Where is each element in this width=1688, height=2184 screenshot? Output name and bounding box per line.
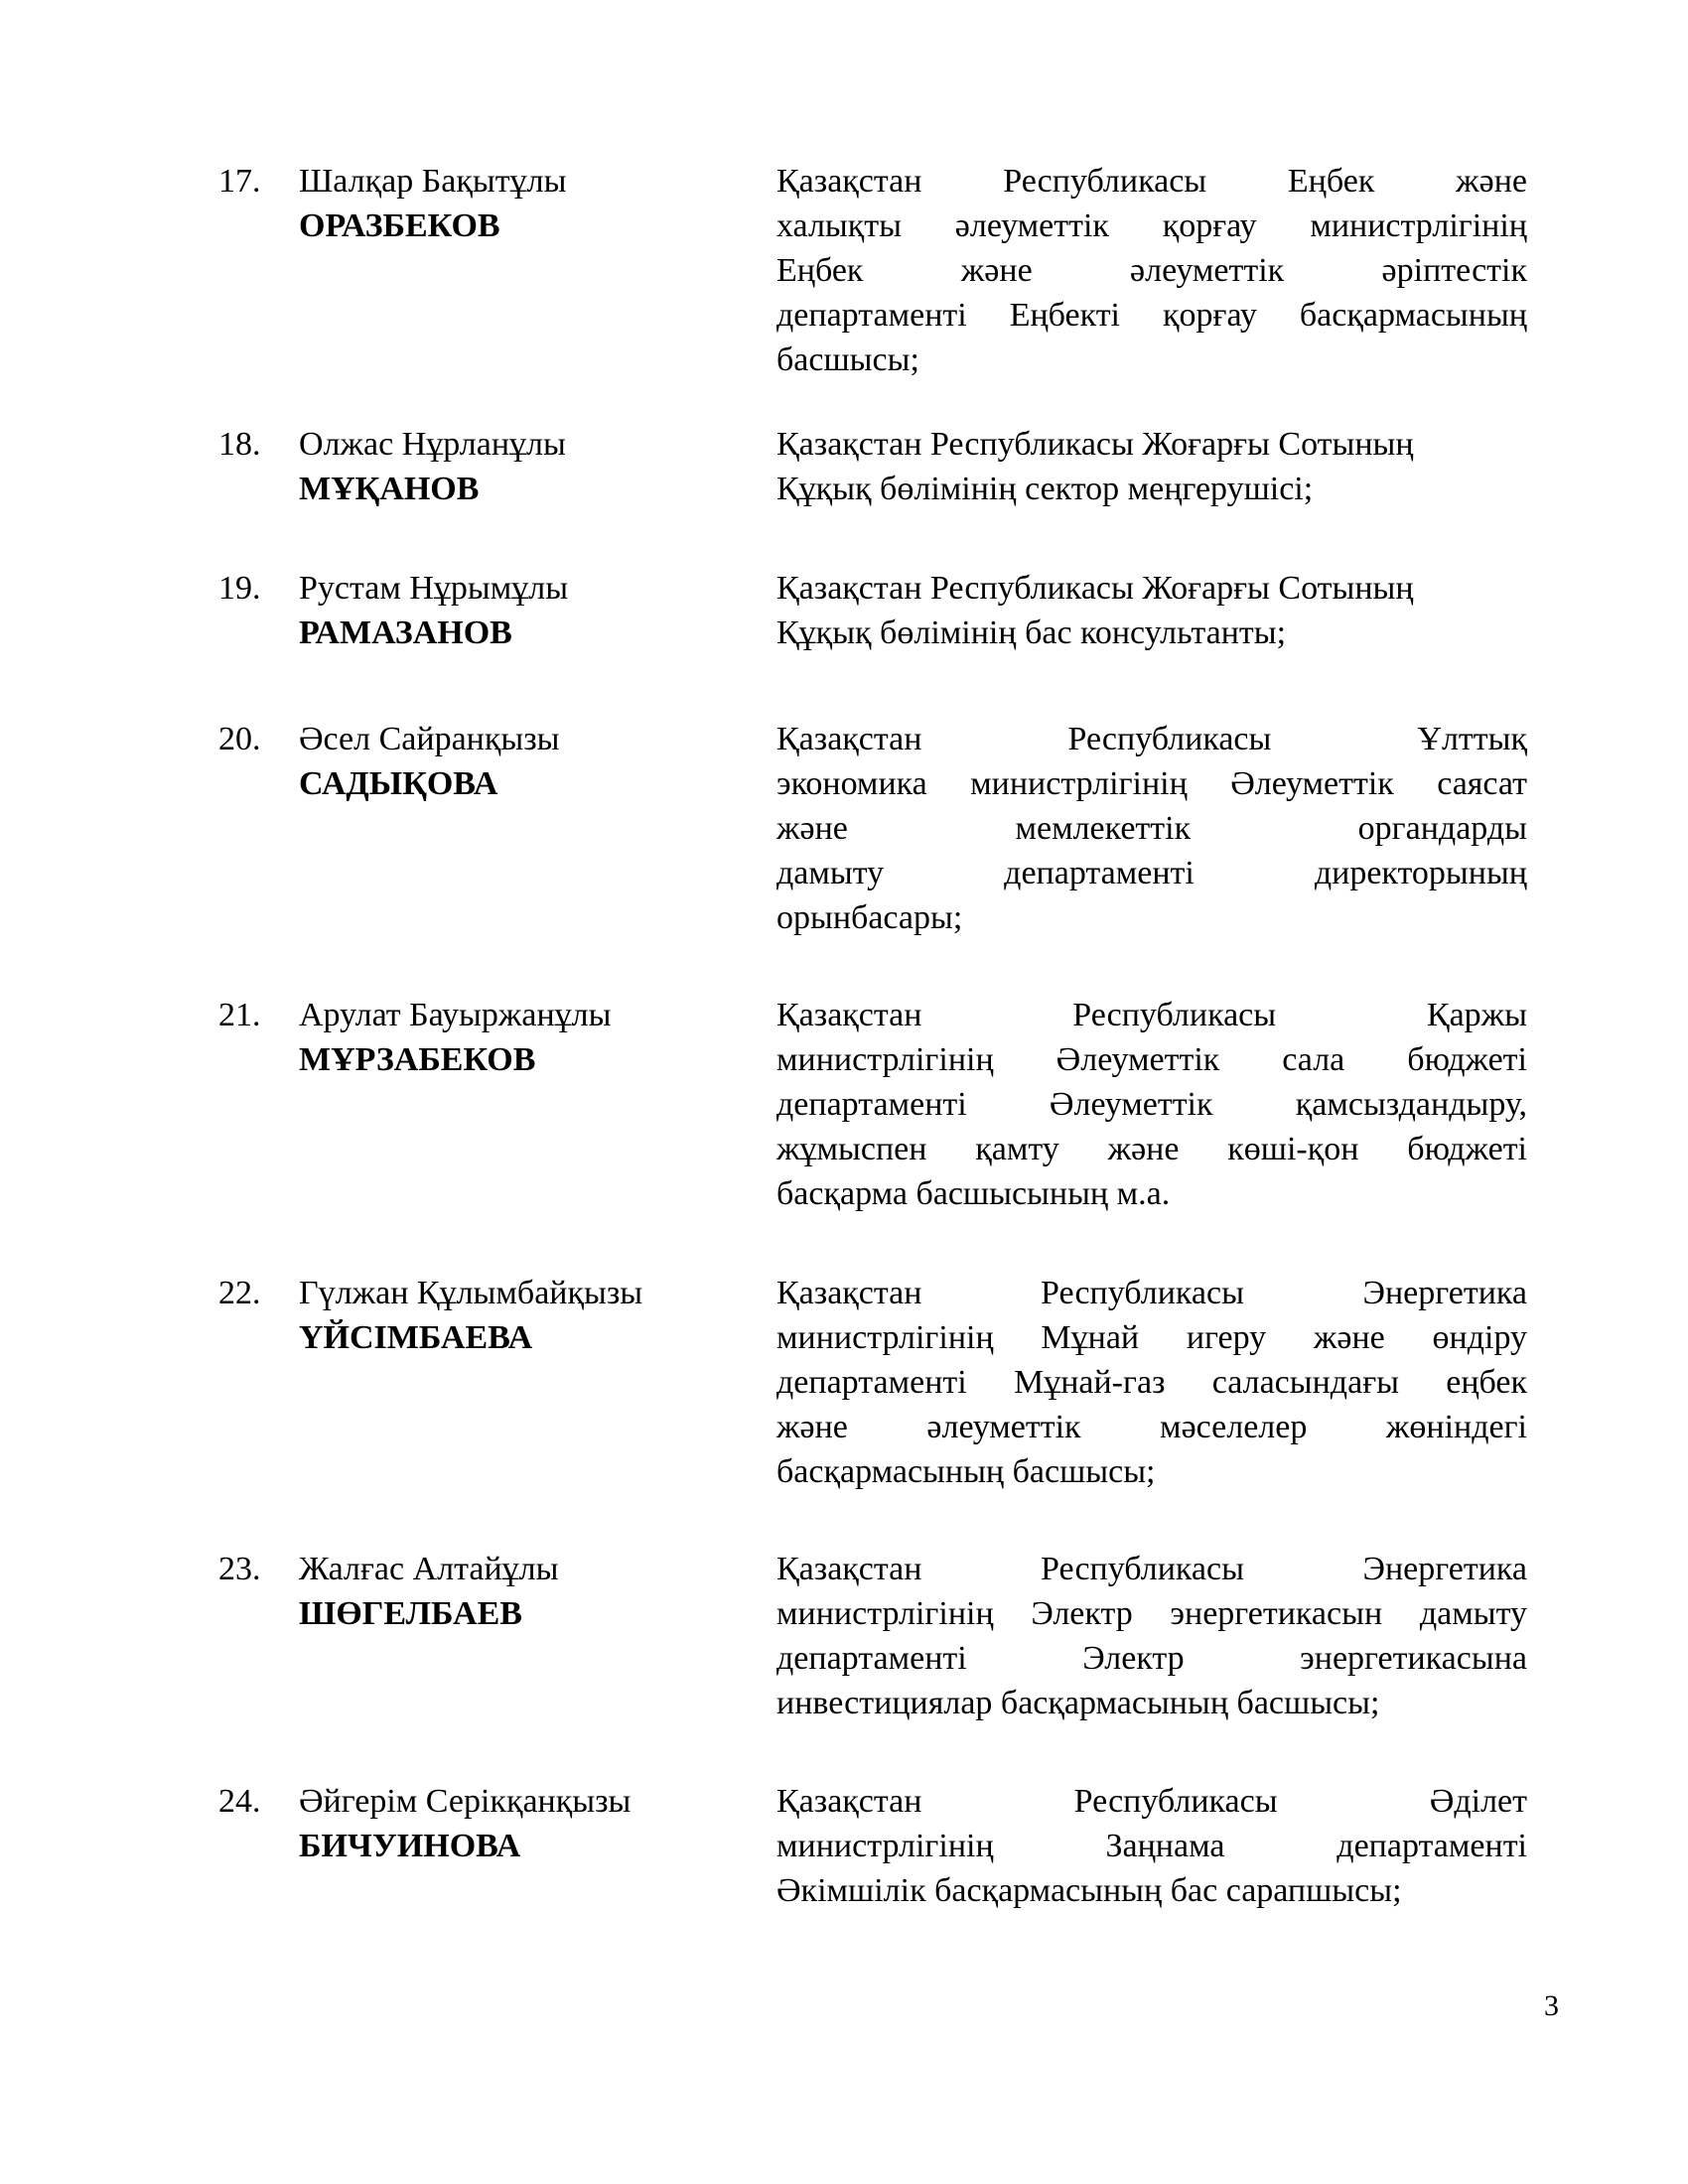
position-line: дамыту департаменті директорының xyxy=(776,855,1527,891)
given-name: Әйгерім Серікқанқызы xyxy=(299,1783,632,1820)
person-name xyxy=(299,717,736,806)
entry-number: 24. xyxy=(218,1783,261,1820)
position-line: орынбасары; xyxy=(776,899,963,936)
entry-number: 18. xyxy=(218,426,261,463)
position-line: Қазақстан Республикасы Ұлттық xyxy=(776,721,1527,757)
position-description xyxy=(776,159,1527,382)
position-line: Еңбек және әлеуметтік әріптестік xyxy=(776,252,1527,289)
position-line: Қазақстан Республикасы Жоғарғы Сотының xyxy=(776,570,1414,607)
position-description xyxy=(776,1547,1527,1725)
position-line: министрлігінің Заңнама департаменті xyxy=(776,1828,1527,1864)
position-description xyxy=(776,993,1527,1216)
page-number: 3 xyxy=(1544,1989,1559,2022)
given-name: Жалғас Алтайұлы xyxy=(299,1551,559,1587)
person-name xyxy=(299,993,736,1082)
position-line: Қазақстан Республикасы Әділет xyxy=(776,1783,1527,1820)
position-line: министрлігінің Мұнай игеру және өндіру xyxy=(776,1319,1527,1356)
position-description xyxy=(776,566,1527,655)
position-line: министрлігінің Әлеуметтік сала бюджеті xyxy=(776,1041,1527,1078)
position-line: басқарма басшысының м.а. xyxy=(776,1175,1171,1212)
person-name xyxy=(299,566,736,655)
position-line: Қазақстан Республикасы Еңбек және xyxy=(776,163,1527,200)
given-name: Арулат Бауыржанұлы xyxy=(299,997,612,1033)
position-line: Қазақстан Республикасы Қаржы xyxy=(776,997,1527,1033)
position-line: және мемлекеттік органдарды xyxy=(776,810,1527,847)
surname: РАМАЗАНОВ xyxy=(299,614,512,651)
person-name xyxy=(299,1779,736,1868)
entry-number: 17. xyxy=(218,163,261,200)
position-description xyxy=(776,717,1527,940)
position-description xyxy=(776,1779,1527,1913)
position-line: департаменті Еңбекті қорғау басқармасының xyxy=(776,297,1527,334)
surname: МҰРЗАБЕКОВ xyxy=(299,1041,536,1078)
position-line: басқармасының басшысы; xyxy=(776,1453,1156,1490)
given-name: Шалқар Бақытұлы xyxy=(299,163,567,200)
person-name xyxy=(299,1271,736,1360)
position-description xyxy=(776,1271,1527,1494)
entry-number: 19. xyxy=(218,570,261,607)
person-name xyxy=(299,1547,736,1636)
position-line: Құқық бөлімінің бас консультанты; xyxy=(776,614,1287,651)
surname: ШӨГЕЛБАЕВ xyxy=(299,1595,522,1632)
person-name xyxy=(299,422,736,511)
position-line: экономика министрлігінің Әлеуметтік саясат xyxy=(776,765,1527,802)
given-name: Рустам Нұрымұлы xyxy=(299,570,569,607)
position-line: және әлеуметтік мәселелер жөніндегі xyxy=(776,1409,1527,1445)
surname: БИЧУИНОВА xyxy=(299,1828,521,1864)
position-line: Құқық бөлімінің сектор меңгерушісі; xyxy=(776,471,1314,507)
position-description xyxy=(776,422,1527,511)
position-line: халықты әлеуметтік қорғау министрлігінің xyxy=(776,207,1527,244)
entry-number: 23. xyxy=(218,1551,261,1587)
given-name: Әсел Сайранқызы xyxy=(299,721,560,757)
position-line: Қазақстан Республикасы Жоғарғы Сотының xyxy=(776,426,1414,463)
surname: ОРАЗБЕКОВ xyxy=(299,207,500,244)
position-line: инвестициялар басқармасының басшысы; xyxy=(776,1685,1380,1721)
position-line: департаменті Электр энергетикасына xyxy=(776,1640,1527,1677)
position-line: жұмыспен қамту және көші-қон бюджеті xyxy=(776,1131,1527,1167)
given-name: Олжас Нұрланұлы xyxy=(299,426,566,463)
surname: МҰҚАНОВ xyxy=(299,471,480,507)
entry-number: 22. xyxy=(218,1275,261,1311)
position-line: министрлігінің Электр энергетикасын дамыту xyxy=(776,1595,1527,1632)
position-line: Әкімшілік басқармасының бас сарапшысы; xyxy=(776,1872,1402,1909)
entry-number: 20. xyxy=(218,721,261,757)
position-line: департаменті Мұнай-газ саласындағы еңбек xyxy=(776,1364,1527,1401)
surname: САДЫҚОВА xyxy=(299,765,498,802)
position-line: Қазақстан Республикасы Энергетика xyxy=(776,1275,1527,1311)
person-name xyxy=(299,159,736,248)
entry-number: 21. xyxy=(218,997,261,1033)
position-line: Қазақстан Республикасы Энергетика xyxy=(776,1551,1527,1587)
position-line: басшысы; xyxy=(776,341,919,378)
surname: ҮЙСІМБАЕВА xyxy=(299,1319,533,1356)
given-name: Гүлжан Құлымбайқызы xyxy=(299,1275,643,1311)
position-line: департаменті Әлеуметтік қамсыздандыру, xyxy=(776,1086,1527,1123)
